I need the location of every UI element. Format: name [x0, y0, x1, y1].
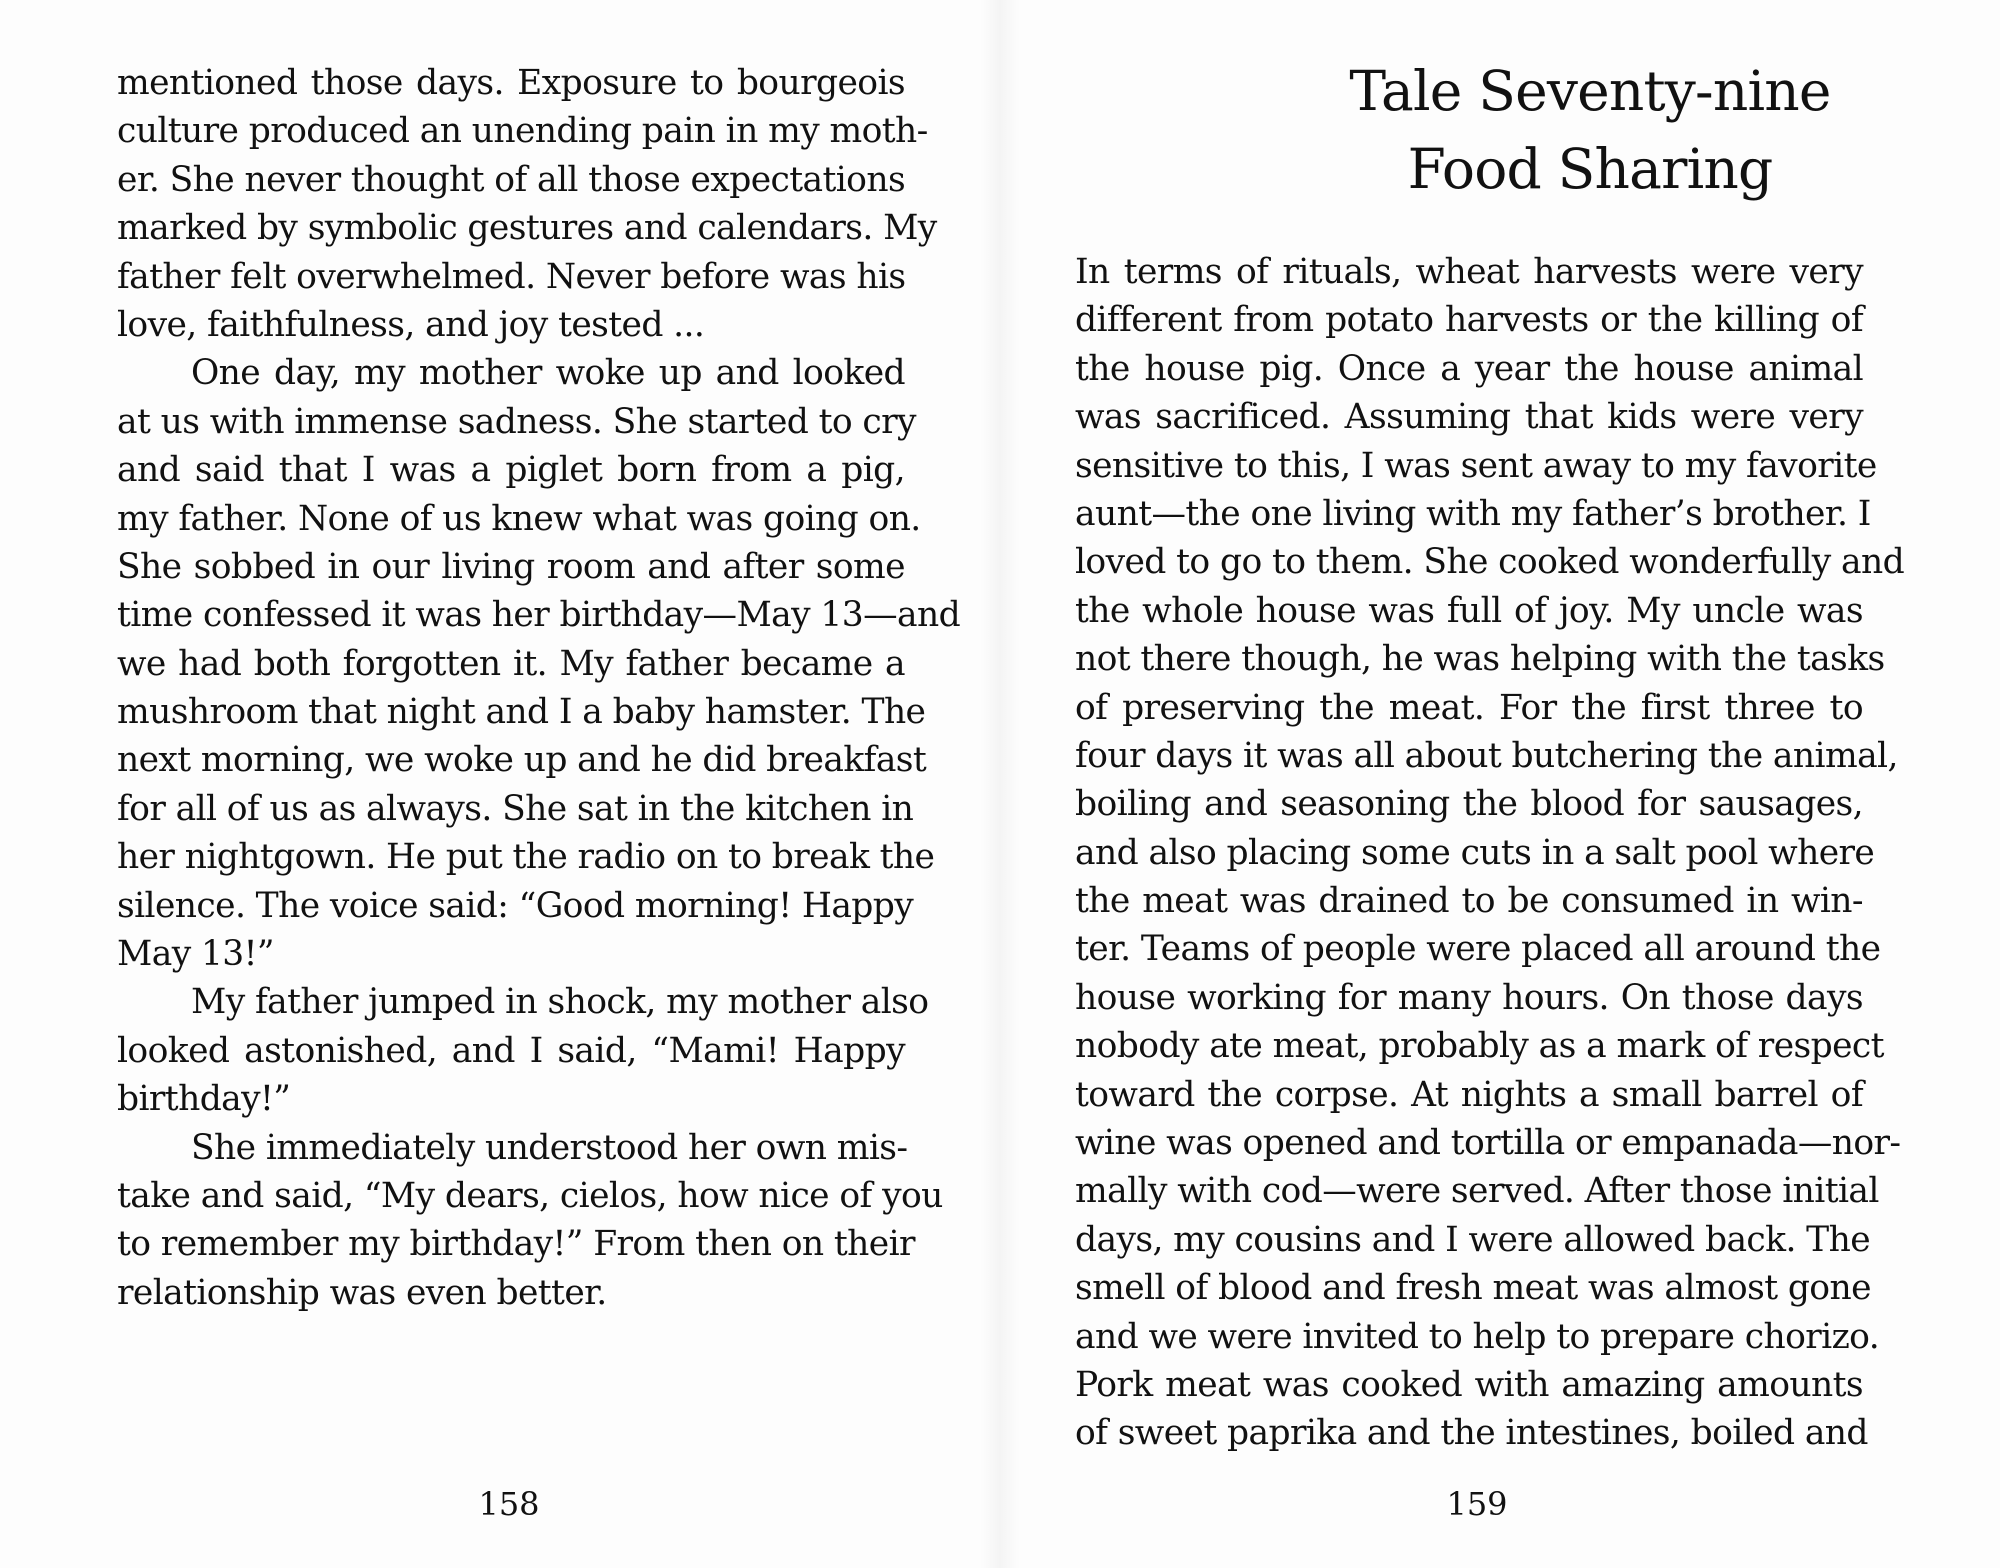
left-page-text-line: father felt overwhelmed. Never before was his — [117, 256, 906, 297]
right-page-text-line: days, my cousins and I were allowed back. The — [1075, 1219, 1871, 1260]
left-page-text-line: er. She never thought of all those expectations — [117, 159, 906, 200]
chapter-title-line-1: Tale Seventy-nine — [1349, 59, 1831, 123]
right-page-text-line: was sacrificed. Assuming that kids were very — [1075, 397, 1863, 438]
right-page-text-line: house working for many hours. On those days — [1075, 977, 1863, 1018]
right-page-text-line: ter. Teams of people were placed all around the — [1075, 929, 1881, 970]
right-page-text-line: sensitive to this, I was sent away to my favorite — [1075, 445, 1877, 486]
right-page-text-line: aunt—the one living with my father’s brother. I — [1075, 493, 1871, 534]
left-page-text-line: She sobbed in our living room and after some — [117, 546, 905, 587]
left-page-text-line: looked astonished, and I said, “Mami! Happy — [117, 1030, 905, 1071]
right-page-text-line: Pork meat was cooked with amazing amounts — [1075, 1364, 1863, 1405]
left-page-text-line: next morning, we woke up and he did breakfast — [117, 740, 927, 781]
left-page-text-line: we had both forgotten it. My father became a — [117, 643, 905, 684]
chapter-title-line-2: Food Sharing — [1407, 137, 1773, 201]
right-page-text-line: wine was opened and tortilla or empanada—nor- — [1075, 1123, 1901, 1164]
right-page-text-line: of sweet paprika and the intestines, boiled and — [1075, 1413, 1868, 1454]
left-page-text-line: May 13!” — [117, 934, 274, 975]
left-page-text-line: culture produced an unending pain in my moth- — [117, 111, 928, 152]
left-page-text-line: time confessed it was her birthday—May 13—and — [117, 595, 961, 636]
left-page-text-line: take and said, “My dears, cielos, how nice of you — [117, 1175, 943, 1216]
left-page-text-line: love, faithfulness, and joy tested ... — [117, 304, 705, 345]
left-page-text-line: mentioned those days. Exposure to bourgeois — [117, 63, 905, 103]
right-page-text-line: not there though, he was helping with the tasks — [1075, 639, 1885, 680]
right-page-text-line: different from potato harvests or the killing of — [1075, 300, 1863, 341]
left-page-number: 158 — [478, 1485, 540, 1523]
left-page-text-line: She immediately understood her own mis- — [191, 1127, 908, 1168]
right-page-text-line: In terms of rituals, wheat harvests were very — [1075, 252, 1863, 292]
left-page — [0, 0, 990, 1568]
right-page-text-line: and we were invited to help to prepare chorizo. — [1075, 1316, 1880, 1357]
right-page-text-line: of preserving the meat. For the first three to — [1075, 687, 1863, 728]
right-page-text-line: four days it was all about butchering the animal, — [1075, 735, 1898, 776]
left-page-text-line: to remember my birthday!” From then on their — [117, 1224, 915, 1265]
left-page-text-line: My father jumped in shock, my mother also — [191, 982, 929, 1023]
left-page-text-line: for all of us as always. She sat in the kitchen in — [117, 788, 914, 829]
left-page-text-line: and said that I was a piglet born from a pig, — [117, 450, 905, 491]
left-page-text-line: at us with immense sadness. She started to cry — [117, 401, 916, 442]
right-page-text-line: the meat was drained to be consumed in win- — [1075, 881, 1863, 922]
right-page-text-line: toward the corpse. At nights a small barrel of — [1075, 1074, 1863, 1115]
left-page-text-line: mushroom that night and I a baby hamster. The — [117, 692, 926, 733]
right-page-text-line: the house pig. Once a year the house animal — [1075, 348, 1863, 389]
right-page — [1010, 0, 2000, 1568]
right-page-text-line: mally with cod—were served. After those initial — [1075, 1171, 1879, 1212]
right-page-text-line: boiling and seasoning the blood for sausages, — [1075, 784, 1863, 825]
left-page-body-text — [117, 59, 961, 1317]
right-page-number: 159 — [1446, 1485, 1508, 1523]
left-page-text-line: birthday!” — [117, 1079, 291, 1120]
left-page-text-line: relationship was even better. — [117, 1272, 607, 1313]
right-page-text-line: loved to go to them. She cooked wonderfully and — [1075, 542, 1905, 583]
right-page-body-text — [1075, 248, 1905, 1458]
left-page-text-line: One day, my mother woke up and looked — [191, 353, 905, 394]
right-page-text-line: and also placing some cuts in a salt pool where — [1075, 832, 1875, 873]
right-page-text-line: smell of blood and fresh meat was almost gone — [1075, 1268, 1871, 1309]
left-page-text-line: my father. None of us knew what was going on. — [117, 498, 921, 539]
right-page-text-line: nobody ate meat, probably as a mark of respect — [1075, 1026, 1884, 1067]
right-page-text-line: the whole house was full of joy. My uncle was — [1075, 590, 1863, 631]
left-page-text-line: marked by symbolic gestures and calendars. My — [117, 208, 937, 249]
left-page-text-line: her nightgown. He put the radio on to break the — [117, 837, 935, 878]
left-page-text-line: silence. The voice said: “Good morning! Happy — [117, 885, 914, 926]
